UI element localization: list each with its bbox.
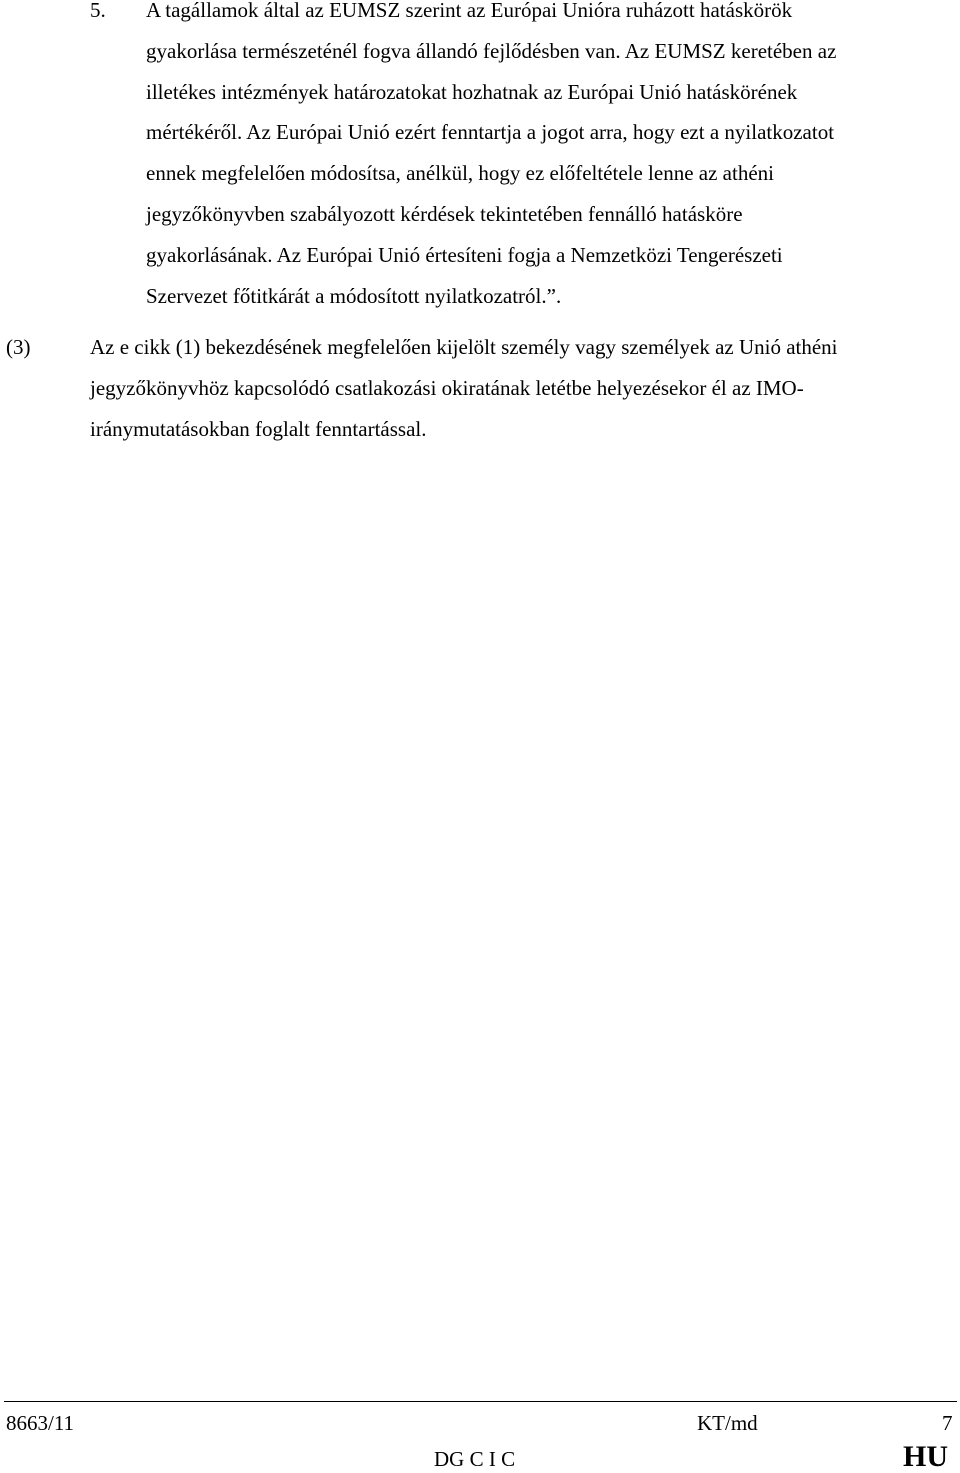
paragraph-5-line: A tagállamok által az EUMSZ szerint az Európai Unióra ruházott hatáskörök (146, 0, 793, 22)
paragraph-5-line: gyakorlásának. Az Európai Unió értesíteni fogja a Nemzetközi Tengerészeti (146, 242, 783, 267)
paragraph-3-line: jegyzőkönyvhöz kapcsolódó csatlakozási okiratának letétbe helyezésekor él az IMO- (90, 375, 804, 400)
paragraph-5-line: ennek megfelelően módosítsa, anélkül, hogy ez előfeltétele lenne az athéni (146, 161, 774, 186)
footer-ref: KT/md (697, 1411, 758, 1435)
paragraph-5-number: 5. (90, 0, 106, 22)
footer-doc-number: 8663/11 (6, 1411, 75, 1435)
paragraph-3-number: (3) (6, 335, 31, 359)
footer-language: HU (903, 1440, 948, 1473)
paragraph-5-line: Szervezet főtitkárát a módosított nyilatkozatról.”. (146, 283, 562, 308)
paragraph-5-line: illetékes intézmények határozatokat hozhatnak az Európai Unió hatáskörének (146, 79, 798, 104)
paragraph-3-line: Az e cikk (1) bekezdésének megfelelően kijelölt személy vagy személyek az Unió athéni (90, 335, 838, 359)
footer-page-number: 7 (942, 1411, 953, 1435)
paragraph-3-line: iránymutatásokban foglalt fenntartással. (90, 416, 427, 441)
paragraph-5 (146, 0, 936, 316)
paragraph-5-line: mértékéről. Az Európai Unió ezért fenntartja a jogot arra, hogy ezt a nyilatkozatot (146, 120, 835, 145)
footer-divider (4, 1401, 957, 1402)
paragraph-5-line: jegyzőkönyvben szabályozott kérdések tekintetében fennálló hatásköre (146, 201, 743, 226)
paragraph-3 (90, 327, 936, 449)
footer-dept: DG C I C (434, 1447, 516, 1471)
paragraph-5-line: gyakorlása természeténél fogva állandó fejlődésben van. Az EUMSZ keretében az (146, 38, 837, 63)
